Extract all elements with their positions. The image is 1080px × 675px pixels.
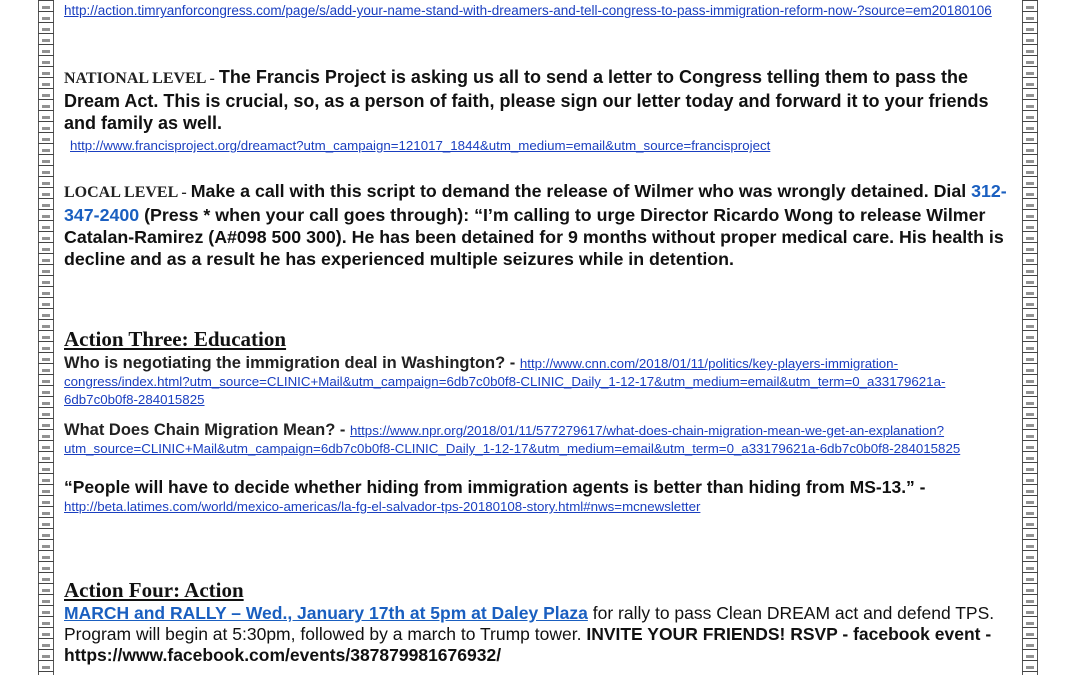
question-negotiating: Who is negotiating the immigration deal in Washington? -	[64, 354, 520, 372]
invite-rsvp-text: INVITE YOUR FRIENDS! RSVP - facebook event -https://www.facebook.com/events/387879981676932/	[64, 624, 992, 665]
national-level-text: The Francis Project is asking us all to send a letter to Congress telling them to pass the Dream Act. This is crucial, so, as a person of faith, please sign our letter today and forward it to your friends and family as well.	[64, 67, 989, 133]
march-rally-event-link[interactable]: MARCH and RALLY – Wed., January 17th at 5pm at Daley Plaza	[64, 603, 588, 623]
timryan-petition-link[interactable]: http://action.timryanforcongress.com/page/s/add-your-name-stand-with-dreamers-and-tell-congress-to-pass-immigration-reform-now-?source=em20180106	[64, 3, 992, 18]
local-level-text-a: Make a call with this script to demand the release of Wilmer who was wrongly detained. Dial	[190, 181, 972, 201]
document-page	[64, 0, 1016, 675]
latimes-article-link[interactable]: http://beta.latimes.com/world/mexico-americas/la-fg-el-salvador-tps-20180108-story.html#nws=mcnewsletter	[64, 499, 701, 514]
action-four-section	[64, 578, 1016, 666]
top-link-block	[64, 2, 1016, 20]
question-chain-migration: What Does Chain Migration Mean? -	[64, 421, 351, 439]
action-three-section	[64, 327, 1016, 516]
right-decorative-border	[1022, 0, 1038, 675]
npr-article-link[interactable]: https://www.npr.org/2018/01/11/577279617/what-does-chain-migration-mean-we-get-an-explanation?utm_source=CLINIC+Mail&utm_campaign=6db7c0b0f8-CLINIC_Daily_1-12-17&utm_medium=email&utm_term=0_a33179621a-6db7c0b0f8-284015825	[64, 423, 961, 456]
local-level-text-b: (Press * when your call goes through): “I’m calling to urge Director Ricardo Wong to release Wilmer Catalan-Ramirez (A#098 500 300). He has been detained for 9 months without proper medical care. His health is decline and as a result he has experienced multiple seizures while in detention.	[64, 205, 1004, 269]
latimes-quote: “People will have to decide whether hiding from immigration agents is better than hiding from MS-13.” -	[64, 477, 926, 497]
action-four-heading: Action Four: Action	[64, 578, 244, 602]
local-level-paragraph	[64, 180, 1016, 270]
cnn-article-link[interactable]: http://www.cnn.com/2018/01/11/politics/key-players-immigration-congress/index.html?utm_source=CLINIC+Mail&utm_campaign=6db7c0b0f8-CLINIC_Daily_1-12-17&utm_medium=email&utm_term=0_a33179621a-6db7c0b0f8-284015825	[64, 356, 946, 407]
phone-number[interactable]: 312-347-2400	[64, 181, 1007, 225]
action-three-heading: Action Three: Education	[64, 327, 287, 351]
left-decorative-border	[38, 0, 54, 675]
event-description: for rally to pass Clean DREAM act and defend TPS. Program will begin at 5:30pm, followed by a march to Trump tower.	[64, 603, 995, 644]
national-level-paragraph	[64, 66, 1016, 155]
francis-project-link[interactable]: http://www.francisproject.org/dreamact?utm_campaign=121017_1844&utm_medium=email&utm_source=francisproject	[70, 138, 771, 153]
local-level-label: LOCAL LEVEL -	[64, 184, 191, 201]
national-level-label: NATIONAL LEVEL -	[64, 70, 219, 87]
